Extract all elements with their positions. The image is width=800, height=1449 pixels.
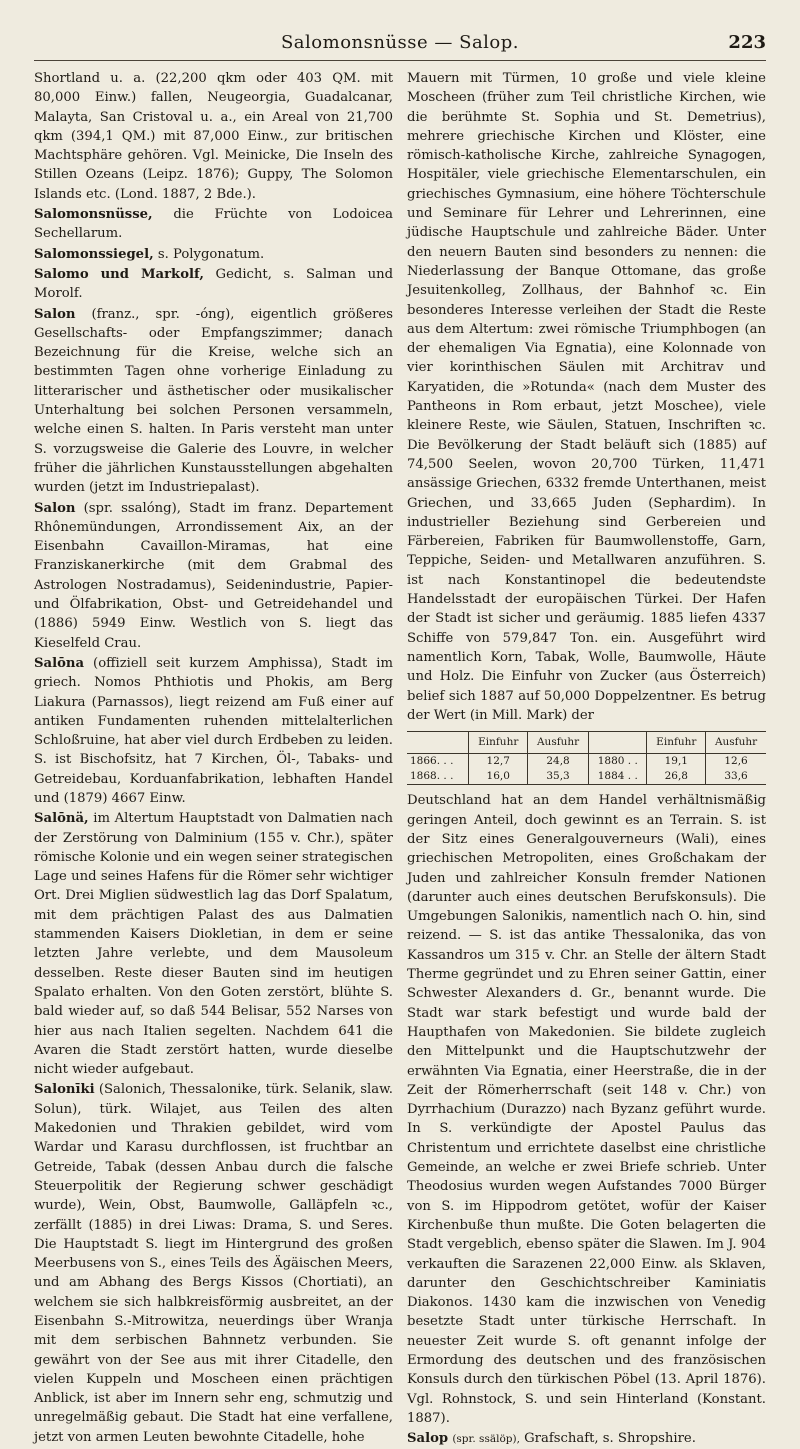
headword: Salonīki: [34, 1082, 95, 1098]
page-number: 223: [728, 32, 766, 53]
trade-value-table: [407, 731, 766, 785]
headword: Salomonssiegel,: [34, 246, 154, 262]
pronunciation: (spr. ssälöp),: [452, 1433, 520, 1446]
column-header: Ausfuhr: [706, 732, 766, 754]
column-header: Ausfuhr: [528, 732, 589, 754]
headword: Salon: [34, 500, 76, 516]
headword: Salon: [34, 306, 76, 322]
entry-salon-stadt: Salon (spr. ssalóng), Stadt im franz. Departement Rhônemündungen, Arrondissement Aix, an der Eisenbahn Cavaillon-Miramas, hat eine Franziskanerkirche (mit dem Grabmal des Astrologen Nostradamus), Seidenindustrie, Papier- und Ölfabrikation, Obst- und Getreidehandel und (1886) 5949 Einw. Westlich von S. liegt das Kieselfeld Crau.: [34, 500, 393, 651]
entry-salomonssiegel: Salomonssiegel, s. Polygonatum.: [34, 246, 265, 262]
table-row: 1868. . . 16,0 35,3 1884 . . 26,8 33,6: [407, 769, 766, 785]
page-header: [34, 30, 766, 61]
table-row: 1866. . . 12,7 24,8 1880 . . 19,1 12,6: [407, 754, 766, 770]
right-column: [407, 69, 766, 1449]
saloniki-continued: Mauern mit Türmen, 10 große und viele kleine Moscheen (früher zum Teil christliche Kirchen, wie die berühmte St. Sophia und St. Demetrius), mehrere griechische Kirchen und Klöster, eine römisch-katholische Kirche, zahlreiche Synagogen, Hospitäler, viele griechische Elementarschulen, ein griechisches Gymnasium, eine höhere Töchterschule und Seminare für Lehrer und Lehrerinnen, eine jüdische Hauptschule und zahlreiche Bäder. Unter den neuern Bauten sind besonders zu nennen: die Niederlassung der Banque Ottomane, das große Jesuitenkolleg, Zollhaus, der Bahnhof ꝛc. Ein besonderes Interesse verleihen der Stadt die Reste aus dem Altertum: zwei römische Triumphbogen (an der ehemaligen Via Egnatia), eine Kolonnade von vier korinthischen Säulen mit Architrav und Karyatiden, die »Rotunda« (nach dem Muster des Pantheons in Rom erbaut, jetzt Moschee), viele kleinere Reste, wie Säulen, Statuen, Inschriften ꝛc. Die Bevölkerung der Stadt beläuft sich (1885) auf 74,500 Seelen, wovon 20,700 Türken, 11,471 ansässige Griechen, 6332 fremde Unterthanen, meist Griechen, und 33,665 Juden (Sephardim). In industrieller Beziehung sind Gerbereien und Färbereien, Fabriken für Baumwollenstoffe, Garn, Teppiche, Seiden- und Metallwaren anzuführen. S. ist nach Konstantinopel die bedeutendste Handelsstadt der europäischen Türkei. Der Hafen der Stadt ist sicher und geräumig. 1885 liefen 4337 Schiffe von 579,847 Ton. ein. Ausgeführt wird namentlich Korn, Tabak, Wolle, Baumwolle, Häute und Holz. Die Einfuhr von Zucker (aus Österreich) belief sich 1887 auf 50,000 Doppelzentner. Es betrug der Wert (in Mill. Mark) der: [407, 71, 766, 723]
two-column-body: [34, 69, 766, 1449]
entry-salona: Salōna (offiziell seit kurzem Amphissa), Stadt im griech. Nomos Phthiotis und Phokis, am Berg Liakura (Parnassos), liegt reizend am Fuß einer auf antiken Fundamenten ruhenden mittelalterlichen Schloßruine, hat aber viel durch Erdbeben zu leiden. S. ist Bischofsitz, hat 7 Kirchen, Öl-, Tabaks- und Getreidebau, Korduanfabrikation, lebhaften Handel und (1879) 4667 Einw.: [34, 655, 393, 806]
headword: Salomonsnüsse,: [34, 207, 153, 223]
entry-salon: Salon (franz., spr. -óng), eigentlich größeres Gesellschafts- oder Empfangszimmer; danach Bezeichnung für die Kreise, welche sich an bestimmten Tagen ohne vorherige Einladung zu litterarischer und ästhetischer oder musikalischer Unterhaltung bei solchen Personen versammeln, welche einen S. halten. In Paris versteht man unter S. vorzugsweise die Galerie des Louvre, in welcher früher die jährlichen Kunstausstellungen abgehalten wurden (jetzt im Industriepalast).: [34, 306, 393, 496]
entry-salomonsnuesse: Salomonsnüsse, die Früchte von Lodoicea Sechellarum.: [34, 207, 393, 242]
headword: Salōnä,: [34, 811, 89, 827]
running-title: Salomonsnüsse — Salop.: [280, 32, 520, 53]
saloniki-history: Deutschland hat an dem Handel verhältnismäßig geringen Anteil, doch gewinnt es an Terrain. S. ist der Sitz eines Generalgouverneurs (Wali), eines griechischen Metropoliten, eines Großchakam der Juden und zahlreicher Konsuln fremder Nationen (darunter auch eines deutschen Berufskonsuls). Die Umgebungen Salonikis, namentlich nach O. hin, sind reizend. — S. ist das antike Thessalonika, das von Kassandros um 315 v. Chr. an Stelle der ältern Stadt Therme gegründet und zu Ehren seiner Gattin, einer Schwester Alexanders d. Gr., benannt wurde. Die Stadt war stark befestigt und wurde bald der Haupthafen von Makedonien. Sie bildete zugleich den Mittelpunkt und die Hauptschutzwehr der erwähnten Via Egnatia, einer Heerstraße, die in der Zeit der Römerherrschaft (seit 148 v. Chr.) von Dyrrhachium (Durazzo) nach Byzanz geführt wurde. In S. verkündigte der Apostel Paulus das Christentum und errichtete daselbst eine christliche Gemeinde, an welche er zwei Briefe schrieb. Unter Theodosius wurden wegen Aufstandes 7000 Bürger von S. im Hippodrom getötet, wofür der Kaiser Kirchenbuße thun mußte. Die Goten belagerten die Stadt vergeblich, ebenso später die Slawen. Im J. 904 verkauften die Sarazenen 22,000 Einw. als Sklaven, darunter den Geschichtschreiber Kaminiatis Diakonos. 1430 kam die inzwischen von Venedig besetzte Stadt unter türkische Herrschaft. In neuester Zeit wurde S. oft genannt infolge der Ermordung des deutschen und des französischen Konsuls durch den türkischen Pöbel (13. April 1876). Vgl. Rohnstock, S. und sein Hinterland (Konstant. 1887).: [407, 793, 766, 1426]
headword: Salōna: [34, 655, 85, 671]
headword: Salop: [407, 1431, 449, 1447]
headword: Salomo und Markolf,: [34, 266, 204, 282]
entry-continued: Shortland u. a. (22,200 qkm oder 403 QM. mit 80,000 Einw.) fallen, Neugeorgia, Guadalcanar, Malayta, San Cristoval u. a., ein Areal von 21,700 qkm (394,1 QM.) mit 87,000 Einw., zur britischen Machtsphäre gehören. Vgl. Meinicke, Die Inseln des Stillen Ozeans (Leipz. 1876); Guppy, The Solomon Islands etc. (Lond. 1887, 2 Bde.).: [34, 71, 393, 202]
column-header: Einfuhr: [469, 732, 528, 754]
entry-salomo-und-markolf: Salomo und Markolf, Gedicht, s. Salman und Morolf.: [34, 266, 394, 302]
entry-salonae: Salōnä, im Altertum Hauptstadt von Dalmatien nach der Zerstörung von Dalminium (155 v. Chr.), später römische Kolonie und ein wegen seiner strategischen Lage und seines Hafens für die Römer sehr wichtiger Ort. Drei Miglien südwestlich lag das Dorf Spalatum, mit dem prächtigen Palast des aus Dalmatien stammenden Kaisers Diokletian, in dem er seine letzten Jahre verlebte, und dem Mausoleum desselben. Reste dieser Bauten sind im heutigen Spalato erhalten. Von den Goten zerstört, blühte S. bald wieder auf, so daß 544 Belisar, 552 Narses von hier aus nach Italien segelten. Nachdem 641 die Avaren die Stadt zerstört hatten, wurde dieselbe nicht wieder aufgebaut.: [34, 811, 393, 1078]
entry-saloniki: Salonīki (Salonich, Thessalonike, türk. Selanik, slaw. Solun), türk. Wilajet, aus Teilen des alten Makedonien und Thrakien gebildet, wird vom Wardar und Karasu durchflossen, ist fruchtbar an Getreide, Tabak (dessen Anbau durch die falsche Steuerpolitik der Regierung schwer geschädigt wurde), Wein, Obst, Baumwolle, Galläpfeln ꝛc., zerfällt (1885) in drei Liwas: Drama, S. und Seres. Die Hauptstadt S. liegt im Hintergrund des großen Meerbusens von S., eines Teils des Ägäischen Meers, und am Abhang des Bergs Kissos (Chortiati), an welchem sie sich halbkreisförmig ausbreitet, an der Eisenbahn S.-Mitrowitza, neuerdings über Wranja mit dem serbischen Bahnnetz verbunden. Sie gewährt von der See aus mit ihrer Citadelle, den vielen Kuppeln und Moscheen einen prächtigen Anblick, ist aber im Innern sehr eng, schmutzig und unregelmäßig gebaut. Die Stadt hat eine verfallene, jetzt von armen Leuten bewohnte Citadelle, hohe: [34, 1082, 393, 1445]
column-header: Einfuhr: [647, 732, 706, 754]
entry-salop: Salop (spr. ssälöp), Grafschaft, s. Shropshire.: [407, 1431, 696, 1447]
left-column: [34, 69, 393, 1449]
